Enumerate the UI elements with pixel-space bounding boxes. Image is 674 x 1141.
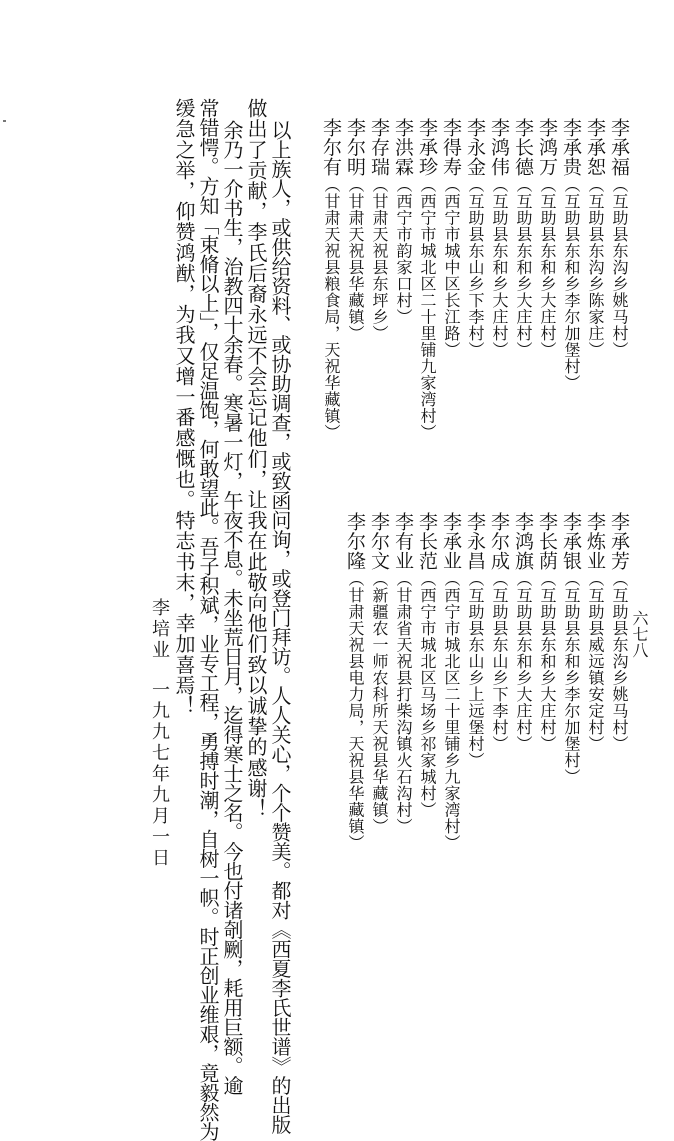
list-item: 李承银（互助县东和乡李尔加堡村） [560, 512, 582, 785]
list-item: 李永昌（互助县东山乡上远堡村） [464, 512, 486, 769]
list-item: 李鸿万（互助县东和乡大庄村） [536, 118, 558, 358]
list-item: 李长德（互助县东和乡大庄村） [512, 118, 534, 358]
body-paragraph-line: 缓急之举，仰赞鸿猷，为我又增一番感慨也。特志书末，幸加喜焉！ [172, 98, 196, 716]
margin-speck [3, 120, 6, 122]
signature-date: 一九九七年九月一日 [149, 680, 170, 869]
list-item: 李尔文（新疆农一师农科所天祝县华藏镇） [368, 512, 390, 835]
body-paragraph-line: 做出了贡献，李氏后裔永远不会忘记他们，让我在此敬向他们致以诚挚的感谢！ [244, 98, 268, 819]
list-item: 李承珍（西宁市城北区二十里铺九家湾村） [416, 118, 438, 441]
list-item: 李尔隆（甘肃天祝县电力局，天祝县华藏镇） [344, 512, 366, 851]
list-item: 李得寿（西宁市城中区长江路） [440, 118, 462, 358]
list-item: 李鸿伟（互助县东和乡大庄村） [488, 118, 510, 358]
list-item: 李长范（西宁市城北区马场乡祁家城村） [416, 512, 438, 818]
list-item: 李炼业（互助县威远镇安定村） [584, 512, 606, 752]
list-item: 李承贵（互助县东和乡李尔加堡村） [560, 118, 582, 391]
list-item: 李洪霖（西宁市韵家口村） [392, 118, 414, 325]
body-paragraph-line: 余乃一介书生，治教四十余春。寒暑一灯，午夜不息。未坐荒日月，迄得寒士之名。今也付诸剞劂，耗用巨额。逾 [220, 120, 244, 1095]
list-item: 李鸿旗（互助县东和乡大庄村） [512, 512, 534, 752]
list-item: 李尔明（甘肃天祝县华藏镇） [344, 118, 366, 342]
list-item: 李存瑞（甘肃天祝县东坪乡） [368, 118, 390, 342]
signature-author: 李培业 [149, 598, 170, 661]
list-item: 李永金（互助县东山乡下李村） [464, 118, 486, 358]
list-item: 李长荫（互助县东和乡大庄村） [536, 512, 558, 752]
list-item: 李承业（西宁市城北区二十里铺乡九家湾村） [440, 512, 462, 851]
list-item: 李承福（互助县东沟乡姚马村） [608, 118, 630, 358]
list-item: 李承芳（互助县东沟乡姚马村） [608, 512, 630, 752]
list-item: 李承恕（互助县东沟乡陈家庄） [584, 118, 606, 358]
body-paragraph-line: 以上族人，或供给资料、或协助调查，或致函问询，或登门拜访。人人关心，个个赞美。都对《西夏李氏世谱》的出版 [268, 120, 292, 1134]
list-item: 李有业（甘肃省天祝县打柴沟镇火石沟村） [392, 512, 414, 835]
body-paragraph-line: 常错愕。方知「束脩以上」，仅足温饱，何敢望此。吾子积斌，业专工程，勇搏时潮，自树一帜。时正创业维艰，竟毅然为 [196, 98, 220, 1141]
list-item: 李尔成（互助县东山乡下李村） [488, 512, 510, 752]
page-number: 六七八 [630, 610, 649, 658]
list-item: 李尔有（甘肃天祝县粮食局，天祝华藏镇） [320, 118, 342, 441]
